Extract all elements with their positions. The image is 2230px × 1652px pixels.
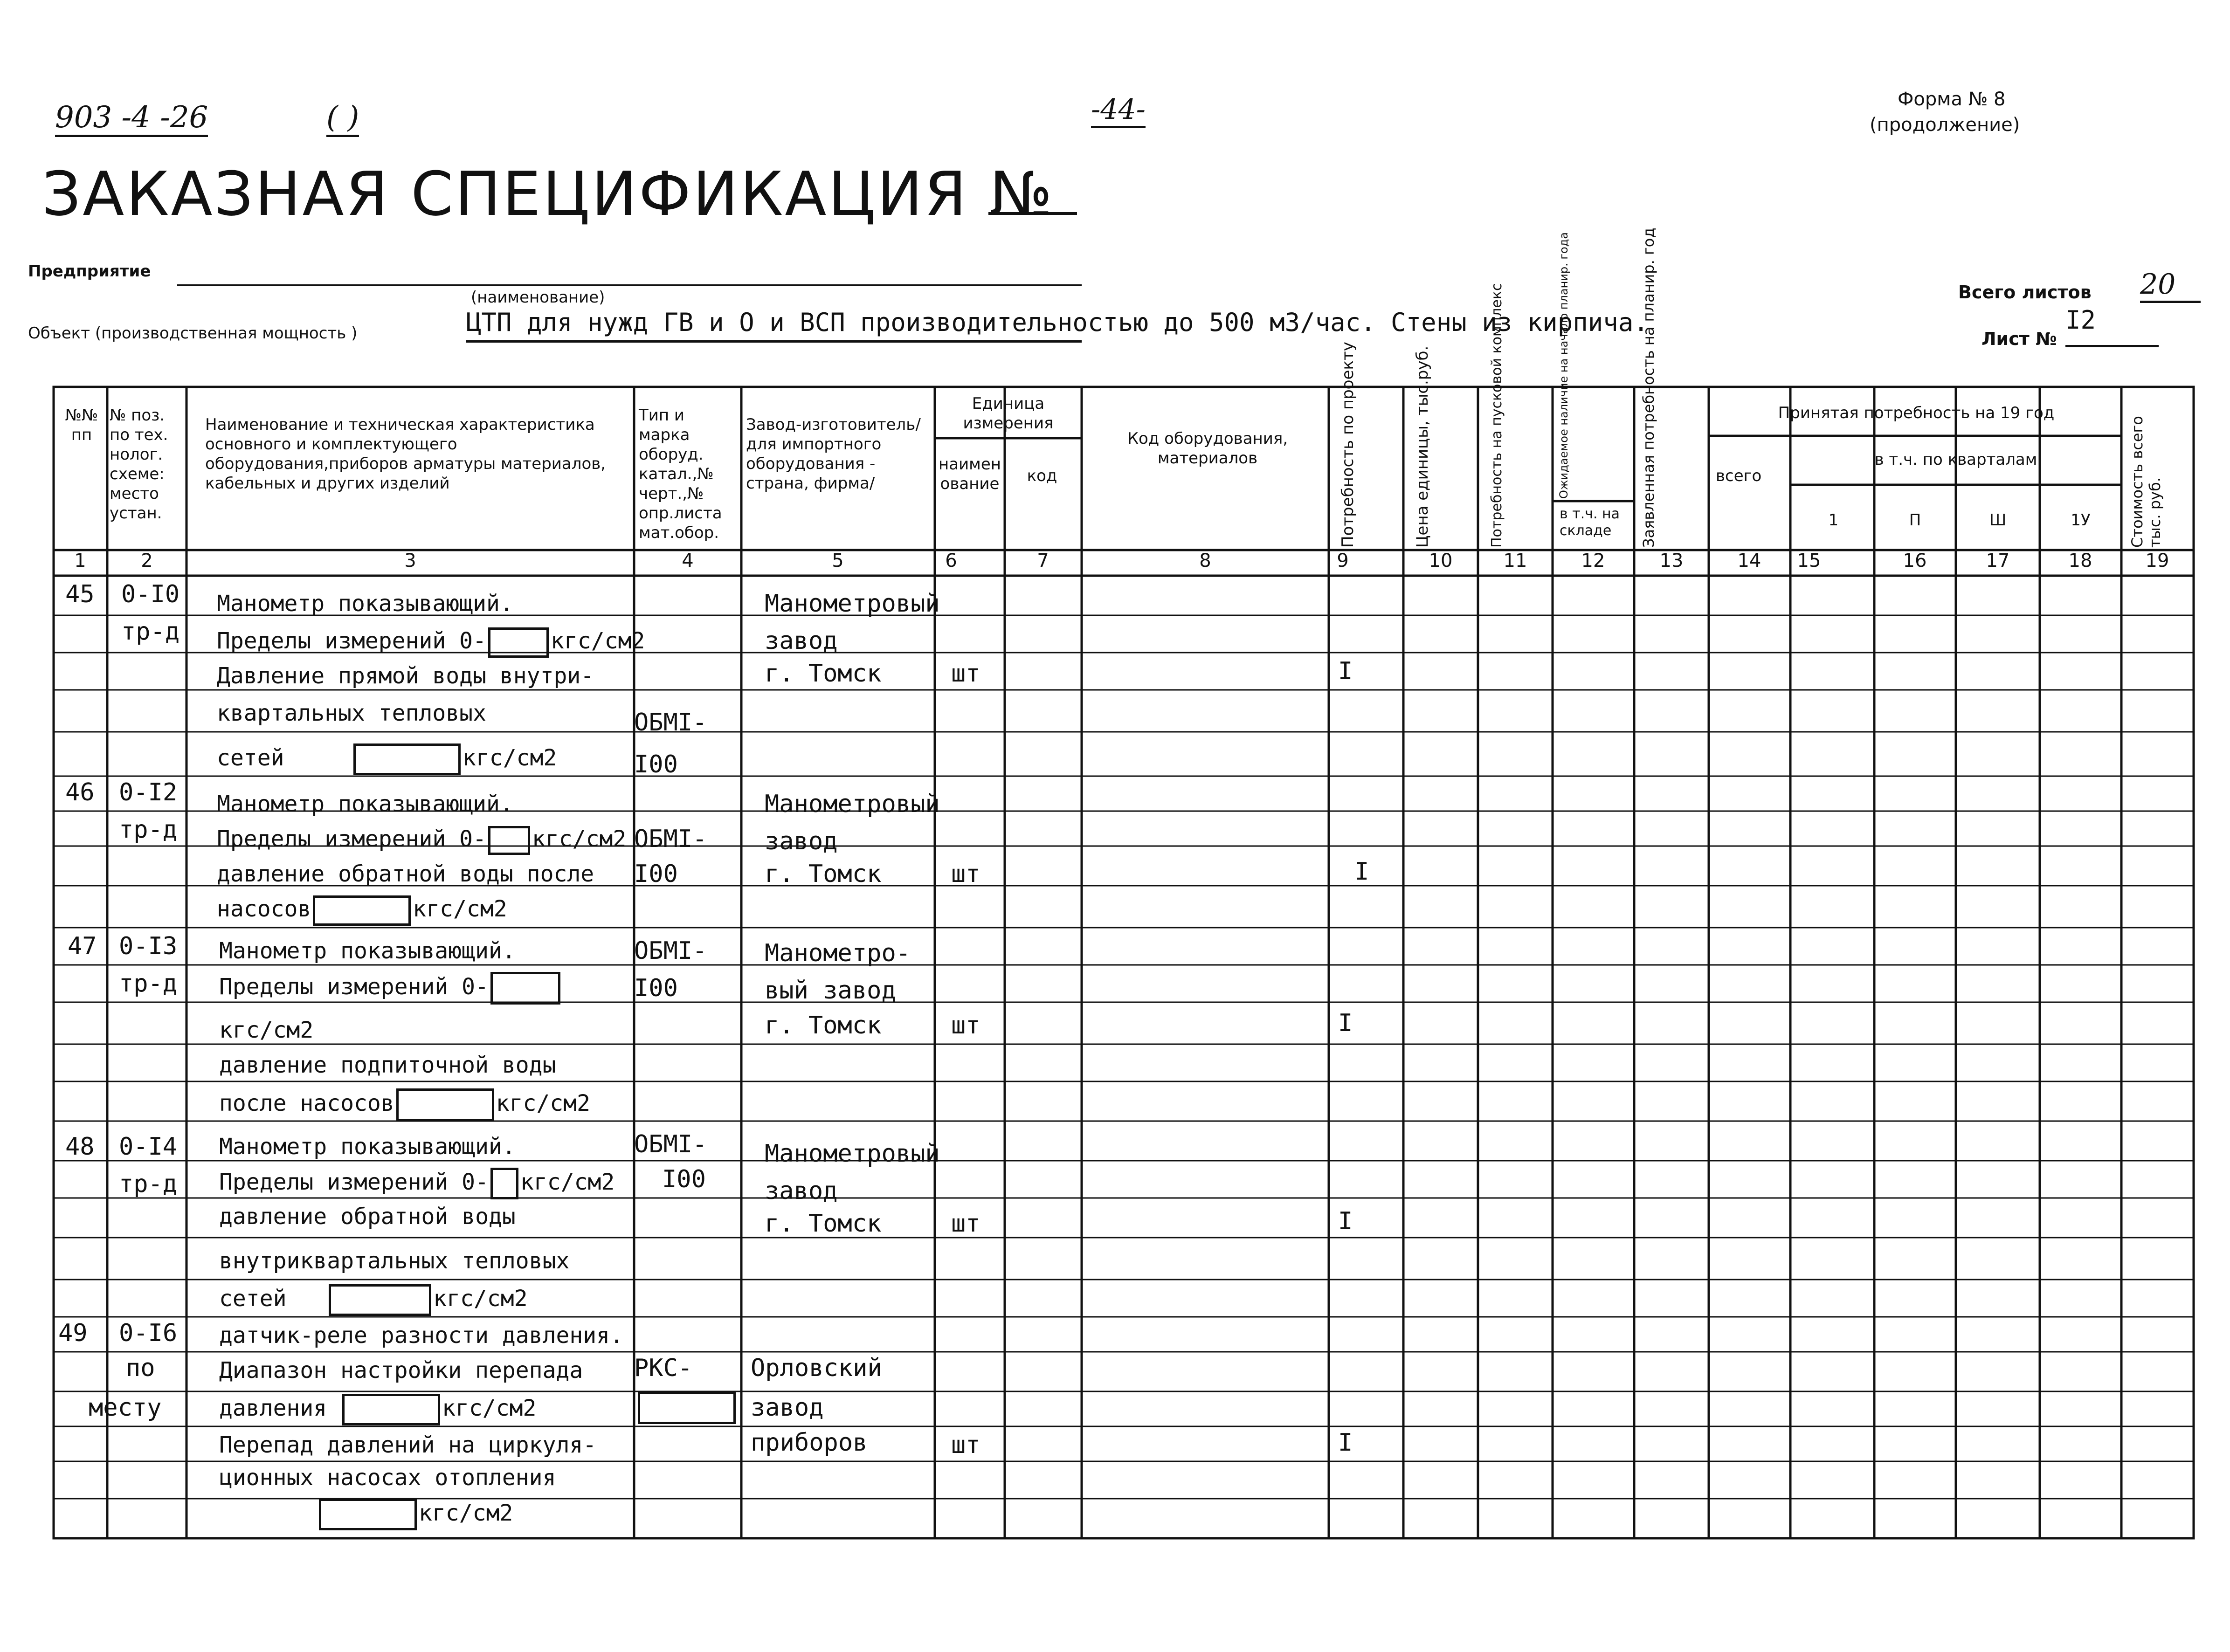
column-number: 17 bbox=[1986, 550, 2010, 571]
item-46-desc-3: давление обратной воды после bbox=[217, 861, 594, 887]
item-48-desc-3: давление обратной воды bbox=[219, 1204, 516, 1230]
document-code: 903 -4 -26 bbox=[55, 100, 208, 137]
blank-field bbox=[329, 1284, 431, 1316]
blank-field bbox=[313, 895, 411, 926]
item-47-desc-1: Манометр показывающий. bbox=[219, 938, 516, 964]
header-col19: Стоимость всего тыс. руб. bbox=[2128, 416, 2164, 548]
item-49-type-blank bbox=[638, 1391, 736, 1424]
item-49-type-1: РКС- bbox=[634, 1354, 693, 1382]
column-number: 10 bbox=[1429, 550, 1453, 571]
header-col14-18: Принятая потребность на 19 год bbox=[1778, 404, 2055, 422]
header-col12-bottom: в т.ч. на складе bbox=[1560, 506, 1620, 539]
item-45-pos-2: тр-д bbox=[121, 618, 180, 646]
header-col7: код bbox=[1027, 467, 1057, 485]
header-col5: Завод-изготовитель/для импортного оборудования - страна, фирма/ bbox=[746, 415, 921, 493]
column-number: 7 bbox=[1037, 550, 1049, 571]
item-49-maker-2: завод bbox=[751, 1394, 824, 1422]
blank-field bbox=[488, 826, 530, 855]
column-number: 18 bbox=[2068, 550, 2092, 571]
item-45-maker-3: г. Томск bbox=[765, 660, 882, 688]
item-46-type-1: ОБМI- bbox=[634, 825, 707, 853]
item-47-maker-1: Манометро- bbox=[765, 939, 911, 967]
header-col1: №№ пп bbox=[65, 406, 98, 444]
blank-field bbox=[490, 1168, 518, 1199]
page-title: ЗАКАЗНАЯ СПЕЦИФИКАЦИЯ № bbox=[42, 158, 1055, 229]
total-sheets-label: Всего листов bbox=[1958, 282, 2092, 303]
item-45-maker-1: Манометровый bbox=[765, 590, 940, 618]
item-46-pos-2: тр-д bbox=[119, 816, 178, 844]
item-49-pos-2: по bbox=[126, 1354, 155, 1382]
item-49-maker-3: приборов bbox=[751, 1429, 868, 1457]
item-46-qty: I bbox=[1354, 858, 1369, 886]
column-number: 12 bbox=[1581, 550, 1605, 571]
item-46-maker-2: завод bbox=[765, 827, 838, 855]
column-number: 13 bbox=[1659, 550, 1684, 571]
header-col10: Цена единицы, тыс.руб. bbox=[1413, 345, 1432, 548]
item-46-maker-1: Манометровый bbox=[765, 790, 940, 818]
item-48-maker-1: Манометровый bbox=[765, 1140, 940, 1168]
item-47-no: 47 bbox=[68, 932, 97, 960]
item-47-pos-1: 0-I3 bbox=[119, 932, 178, 960]
item-47-type-1: ОБМI- bbox=[634, 937, 707, 965]
document-code-parens: ( ) bbox=[326, 100, 359, 137]
object-value: ЦТП для нужд ГВ и О и ВСП производительностью до 500 м3/час. Стены из кирпича. bbox=[466, 308, 1649, 337]
header-q3: Ш bbox=[1989, 511, 2007, 530]
header-col14: всего bbox=[1716, 467, 1762, 485]
item-49-no: 49 bbox=[58, 1319, 88, 1347]
item-46-pos-1: 0-I2 bbox=[119, 778, 178, 806]
page-number: -44- bbox=[1091, 93, 1146, 128]
item-45-maker-2: завод bbox=[765, 627, 838, 655]
blank-field bbox=[396, 1088, 494, 1121]
column-number: 6 bbox=[945, 550, 957, 571]
column-number: 14 bbox=[1737, 550, 1761, 571]
item-45-desc-4: квартальных тепловых bbox=[217, 700, 486, 726]
item-49-desc-2: Диапазон настройки перепада bbox=[219, 1357, 583, 1384]
header-col6: наименование bbox=[939, 455, 1001, 493]
item-48-maker-2: завод bbox=[765, 1177, 838, 1205]
item-49-maker-1: Орловский bbox=[751, 1354, 882, 1382]
column-number: 16 bbox=[1903, 550, 1927, 571]
item-48-no: 48 bbox=[65, 1133, 95, 1161]
item-49-desc-6: кгс/см2 bbox=[317, 1499, 513, 1530]
sheet-label: Лист № bbox=[1981, 329, 2057, 349]
total-sheets-value: 20 bbox=[2140, 268, 2201, 303]
item-49-qty: I bbox=[1338, 1429, 1353, 1457]
column-number: 1 bbox=[74, 550, 86, 571]
item-48-pos-1: 0-I4 bbox=[119, 1133, 178, 1161]
blank-field bbox=[488, 627, 549, 658]
item-49-pos-3: месту bbox=[89, 1394, 162, 1422]
blank-field bbox=[353, 743, 461, 775]
item-47-desc-3: кгс/см2 bbox=[219, 1017, 314, 1043]
column-number: 19 bbox=[2145, 550, 2169, 571]
header-col4: Тип и марка оборуд. катал.,№ черт.,№ опр.листа мат.обор. bbox=[639, 406, 722, 542]
enterprise-label: Предприятие bbox=[28, 262, 151, 281]
form-sub-label: (продолжение) bbox=[1870, 114, 2020, 136]
header-col11: Потребность на пусковой комплекс bbox=[1489, 283, 1505, 548]
item-48-desc-1: Манометр показывающий. bbox=[219, 1134, 516, 1160]
column-number: 3 bbox=[404, 550, 416, 571]
column-number: 5 bbox=[832, 550, 844, 571]
item-48-desc-2: Пределы измерений 0- кгс/см2 bbox=[219, 1168, 614, 1199]
item-47-desc-4: давление подпиточной воды bbox=[219, 1052, 556, 1078]
item-45-type-2: I00 bbox=[634, 750, 678, 778]
item-46-desc-1: Манометр показывающий. bbox=[217, 791, 513, 817]
header-col3: Наименование и техническая характеристика основного и комплектующего оборудования,приборов арматуры материалов, кабельных и других изделий bbox=[205, 415, 606, 493]
item-48-qty: I bbox=[1338, 1207, 1353, 1235]
header-col8: Код оборудования, материалов bbox=[1127, 429, 1288, 468]
item-47-pos-2: тр-д bbox=[119, 970, 178, 998]
item-46-unit: шт bbox=[951, 860, 980, 888]
item-46-desc-2: Пределы измерений 0- кгс/см2 bbox=[217, 825, 626, 855]
header-col2: № поз. по тех. нолог. схеме: место устан. bbox=[110, 406, 168, 523]
naming-label: (наименование) bbox=[471, 288, 605, 307]
item-49-desc-5: ционных насосах отопления bbox=[219, 1465, 556, 1491]
item-47-desc-2: Пределы измерений 0- bbox=[219, 972, 562, 1005]
item-48-pos-2: тр-д bbox=[119, 1170, 178, 1198]
item-47-maker-2: вый завод bbox=[765, 977, 896, 1005]
item-46-maker-3: г. Томск bbox=[765, 860, 882, 888]
header-q2: П bbox=[1909, 511, 1921, 530]
sheet-value: I2 bbox=[2065, 305, 2096, 335]
item-45-desc-3: Давление прямой воды внутри- bbox=[217, 663, 594, 689]
item-45-desc-5: сетей кгс/см2 bbox=[217, 743, 557, 775]
item-45-no: 45 bbox=[65, 580, 95, 608]
item-45-type-1: ОБМI- bbox=[634, 709, 707, 737]
column-number: 15 bbox=[1797, 550, 1821, 571]
item-49-pos-1: 0-I6 bbox=[119, 1319, 178, 1347]
item-48-unit: шт bbox=[951, 1210, 980, 1238]
header-q4: 1У bbox=[2071, 511, 2091, 530]
header-col6-7: Единица измерения bbox=[963, 394, 1054, 433]
item-45-desc-2: Пределы измерений 0- кгс/см2 bbox=[217, 627, 645, 658]
item-49-desc-1: датчик-реле разности давления. bbox=[219, 1322, 623, 1349]
column-number: 4 bbox=[682, 550, 694, 571]
item-46-type-2: I00 bbox=[634, 860, 678, 888]
header-q1: 1 bbox=[1828, 511, 1839, 530]
header-col12-top: Ожидаемое наличие на начало планир. года bbox=[1557, 232, 1570, 499]
header-col9: Потребность по проекту bbox=[1339, 342, 1357, 548]
item-45-desc-1: Манометр показывающий. bbox=[217, 591, 513, 617]
item-49-desc-4: Перепад давлений на циркуля- bbox=[219, 1432, 597, 1458]
column-number: 11 bbox=[1503, 550, 1527, 571]
item-49-desc-3: давления кгс/см2 bbox=[219, 1394, 536, 1425]
item-47-desc-5: после насосов кгс/см2 bbox=[219, 1088, 590, 1121]
blank-field bbox=[490, 972, 560, 1005]
item-45-unit: шт bbox=[951, 660, 980, 688]
item-45-qty: I bbox=[1338, 657, 1353, 685]
column-number: 2 bbox=[141, 550, 153, 571]
form-label: Форма № 8 bbox=[1898, 89, 2006, 110]
item-45-pos-1: 0-I0 bbox=[121, 580, 180, 608]
header-col13: Заявленная потребность на планир. год bbox=[1640, 227, 1657, 548]
item-47-maker-3: г. Томск bbox=[765, 1012, 882, 1039]
item-47-type-2: I00 bbox=[634, 974, 678, 1002]
column-number: 9 bbox=[1337, 550, 1349, 571]
blank-field bbox=[319, 1499, 417, 1530]
item-48-type-1: ОБМI- bbox=[634, 1130, 707, 1158]
header-col15-18: в т.ч. по кварталам bbox=[1874, 450, 2037, 469]
item-47-unit: шт bbox=[951, 1012, 980, 1039]
item-48-type-2: I00 bbox=[662, 1165, 706, 1193]
blank-field bbox=[342, 1394, 440, 1425]
item-48-desc-5: сетей кгс/см2 bbox=[219, 1284, 528, 1316]
item-49-unit: шт bbox=[951, 1431, 980, 1459]
column-number: 8 bbox=[1199, 550, 1211, 571]
item-46-desc-4: насосов кгс/см2 bbox=[217, 895, 507, 926]
item-48-desc-4: внутриквартальных тепловых bbox=[219, 1248, 570, 1274]
item-48-maker-3: г. Томск bbox=[765, 1210, 882, 1238]
item-47-qty: I bbox=[1338, 1009, 1353, 1037]
object-label: Объект (производственная мощность ) bbox=[28, 324, 358, 343]
item-46-no: 46 bbox=[65, 778, 95, 806]
